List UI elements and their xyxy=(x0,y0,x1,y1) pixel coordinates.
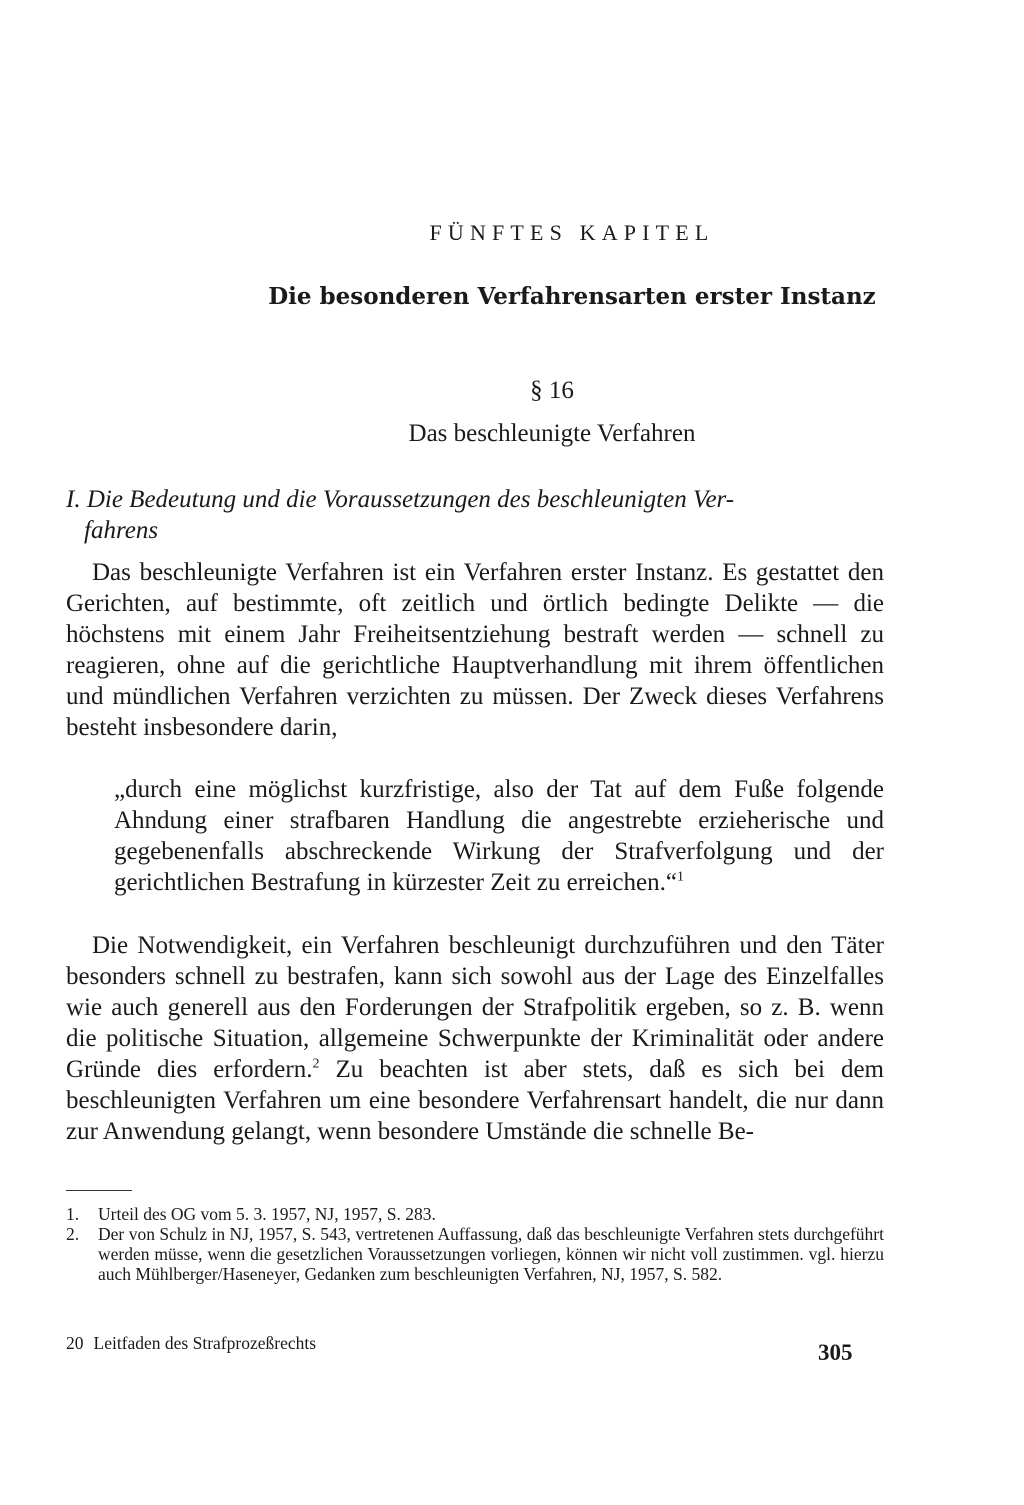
chapter-label: FÜNFTES KAPITEL xyxy=(429,220,715,245)
footnote-item xyxy=(66,1224,884,1284)
paragraph-1: Das beschleunigte Verfahren ist ein Verfahren erster Instanz. Es gestattet den Gerichten, auf bestimmte, oft zeitlich und örtlich bedingte Delikte — die höchstens mit einem Jahr Freiheitsentziehung bestraft werden — schnell zu reagieren, ohne auf die gerichtliche Hauptverhandlung mit ihrem öffentlichen und mündlichen Verfahren verzichten zu müssen. Der Zweck dieses Verfahrens besteht insbesondere darin, xyxy=(66,559,884,741)
page-number: 305 xyxy=(818,1340,853,1365)
subsection-heading xyxy=(66,484,884,546)
section-title: Das beschleunigte Verfahren xyxy=(408,420,696,447)
footnote-ref-1: 1 xyxy=(676,869,684,885)
paragraph-2 xyxy=(66,930,884,1147)
footnote-number: 1. xyxy=(66,1204,80,1224)
block-quote xyxy=(114,774,884,898)
paragraph-2-part1: Die Notwendigkeit, ein Verfahren beschleunigt durchzuführen und den Täter besonders schnell zu bestrafen, kann sich sowohl aus der Lage des Einzelfalles wie auch generell aus den Forderungen der Strafpolitik ergeben, so z. B. wenn die politische Situation, allgemeine Schwerpunkte der Kriminalität oder andere Gründe dies erfordern. xyxy=(66,932,884,1083)
footnotes xyxy=(66,1204,884,1284)
signature-line xyxy=(66,1333,316,1354)
block-quote-text: „durch eine möglichst kurzfristige, also der Tat auf dem Fuße folgende Ahndung einer strafbaren Handlung die angestrebte erzieherische und gegebenenfalls abschreckende Wirkung der Strafverfolgung und der gerichtlichen Bestrafung in kürzester Zeit zu erreichen.“ xyxy=(114,776,884,896)
footnote-item xyxy=(66,1204,884,1224)
subsection-heading-line1: I. Die Bedeutung und die Voraussetzungen des beschleunigten Ver- xyxy=(66,486,735,513)
footnote-text: Urteil des OG vom 5. 3. 1957, NJ, 1957, S. 283. xyxy=(98,1204,436,1224)
signature-number: 20 xyxy=(66,1333,84,1353)
footnote-divider xyxy=(66,1190,132,1191)
footnote-text: Der von Schulz in NJ, 1957, S. 543, vertretenen Auffassung, daß das beschleunigte Verfahren stets durchgeführt werden müsse, wenn die gesetzlichen Voraussetzungen vorliegen, können wir nicht voll zustimmen. vgl. hierzu auch Mühlberger/Haseneyer, Gedanken zum beschleunigten Verfahren, NJ, 1957, S. 582. xyxy=(98,1224,884,1284)
paragraph-2-part2: Zu beachten ist aber stets, daß es sich bei dem beschleunigten Verfahren um eine besondere Verfahrensart handelt, die nur dann zur Anwendung gelangt, wenn besondere Umstände die schnelle Be- xyxy=(66,1056,884,1145)
chapter-title: Die besonderen Verfahrensarten erster Instanz xyxy=(268,283,876,310)
signature-title: Leitfaden des Strafprozeßrechts xyxy=(93,1333,317,1353)
section-number: § 16 xyxy=(530,377,574,404)
footnote-ref-2: 2 xyxy=(312,1056,320,1072)
subsection-heading-line2: fahrens xyxy=(84,517,159,544)
footnote-number: 2. xyxy=(66,1224,80,1244)
